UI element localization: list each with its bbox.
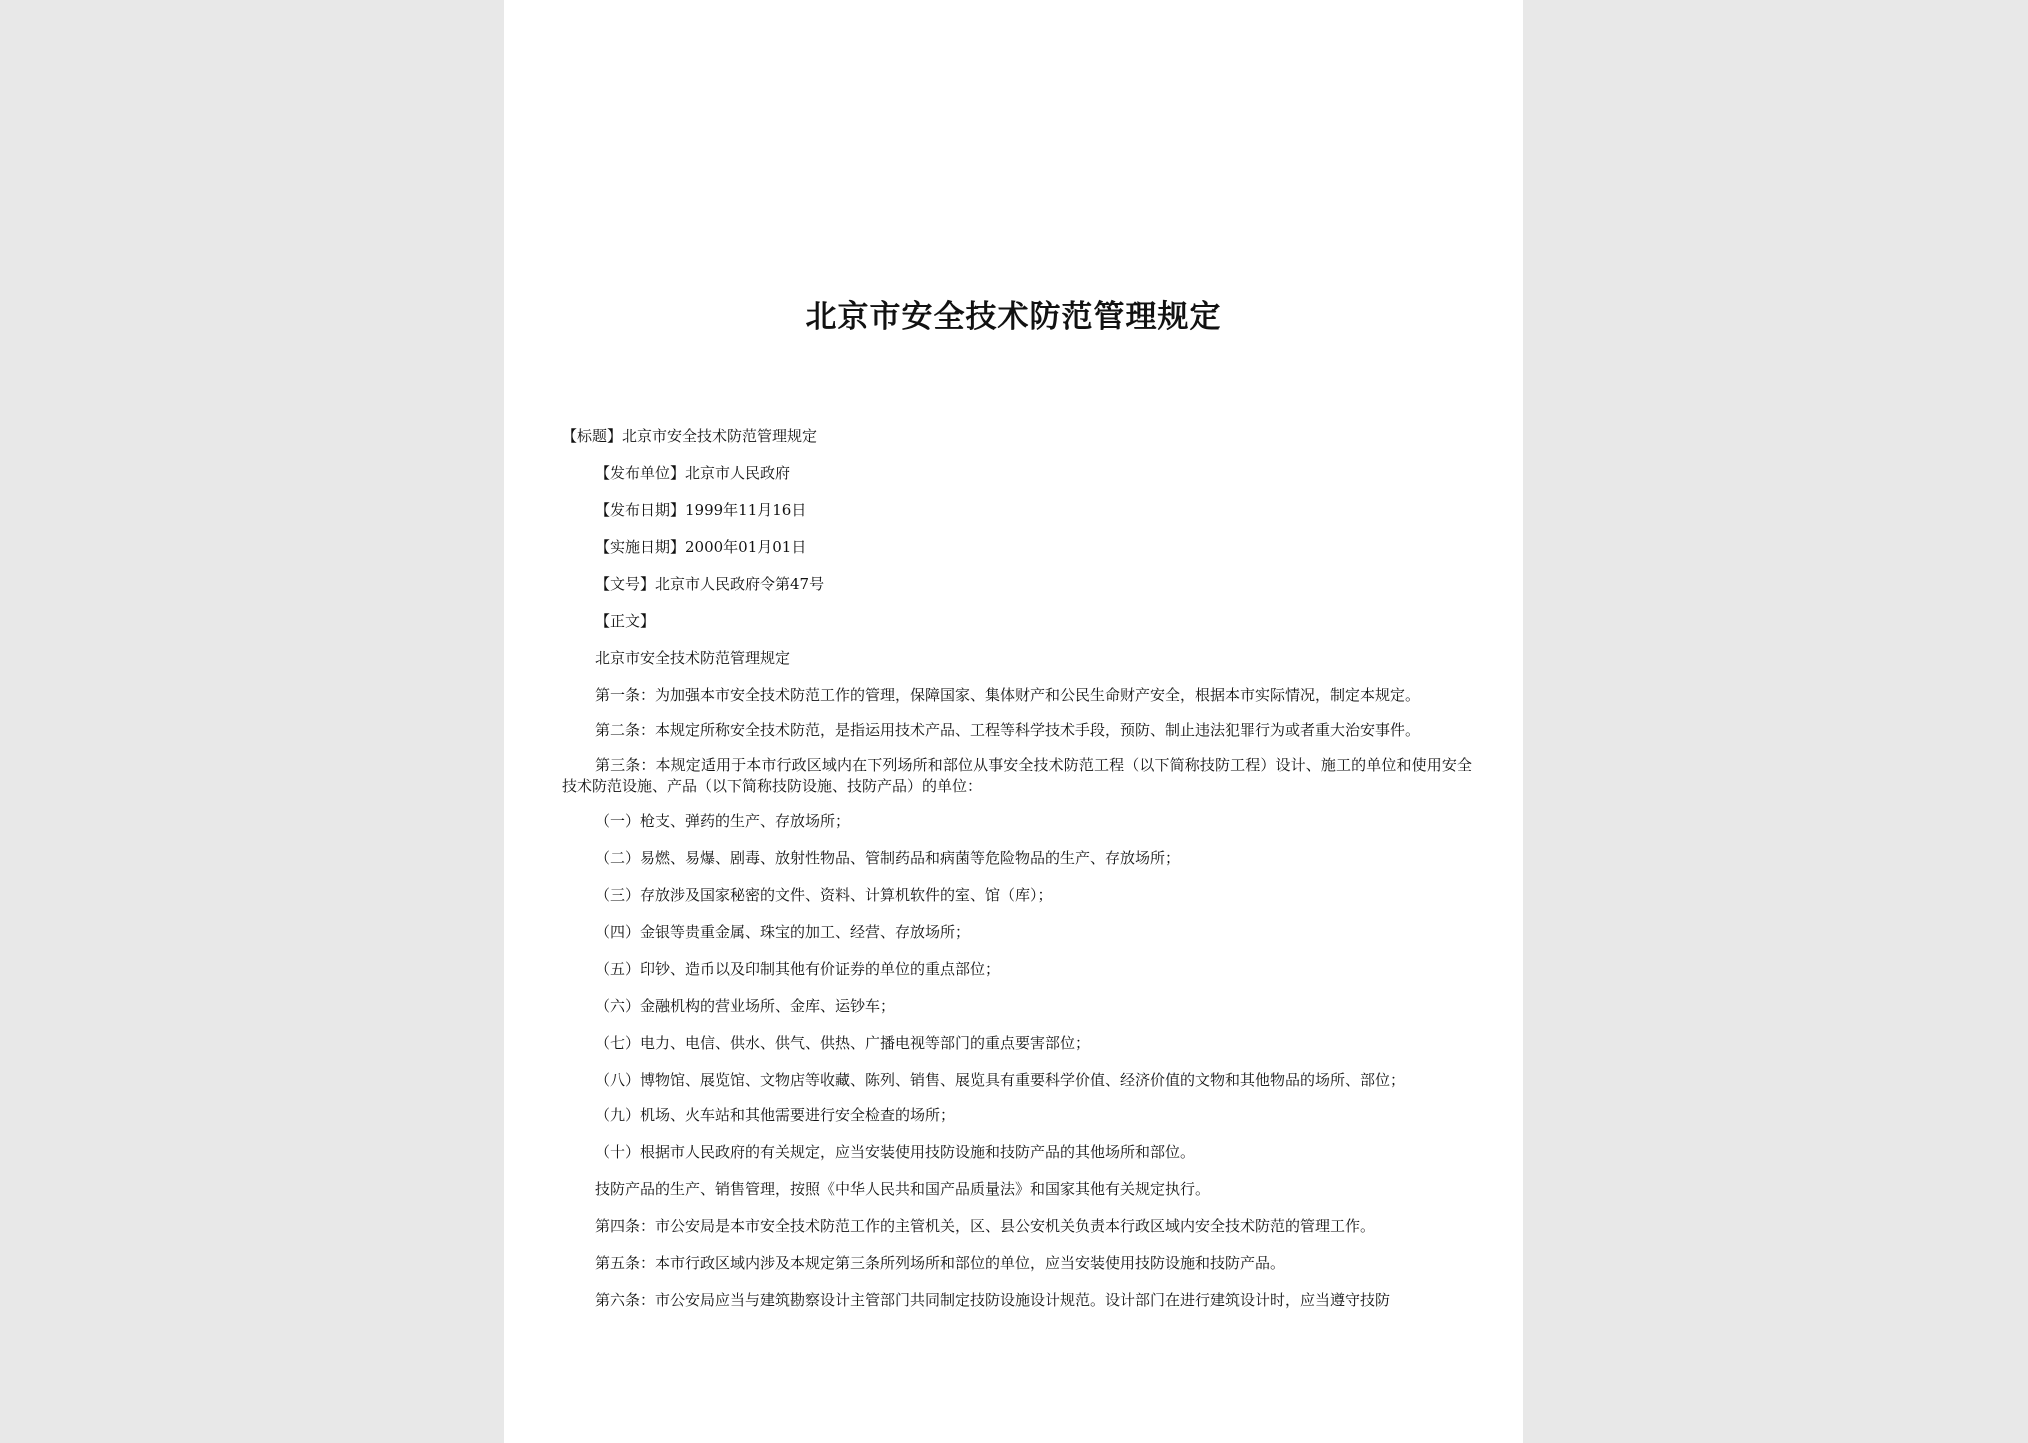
list-item: （六）金融机构的营业场所、金库、运钞车； (595, 997, 896, 1015)
body-paragraph: 第五条：本市行政区域内涉及本规定第三条所列场所和部位的单位，应当安装使用技防设施和技防产品。 (595, 1254, 1286, 1272)
document-page (504, 0, 1523, 1443)
meta-issue-date: 【发布日期】1999年11月16日 (595, 501, 807, 519)
list-item: （四）金银等贵重金属、珠宝的加工、经营、存放场所； (595, 923, 971, 941)
list-item: （一）枪支、弹药的生产、存放场所； (595, 812, 851, 830)
list-item: （八）博物馆、展览馆、文物店等收藏、陈列、销售、展览具有重要科学价值、经济价值的文物和其他物品的场所、部位； (595, 1071, 1406, 1089)
list-item: （七）电力、电信、供水、供气、供热、广播电视等部门的重点要害部位； (595, 1034, 1091, 1052)
meta-doc-number: 【文号】北京市人民政府令第47号 (595, 575, 825, 593)
body-paragraph: 第四条：市公安局是本市安全技术防范工作的主管机关，区、县公安机关负责本行政区域内安全技术防范的管理工作。 (595, 1217, 1376, 1235)
document-content (562, 426, 1472, 1311)
list-item: （五）印钞、造币以及印制其他有价证券的单位的重点部位； (595, 960, 1001, 978)
body-paragraph: 第三条：本规定适用于本市行政区域内在下列场所和部位从事安全技术防范工程（以下简称技防工程）设计、施工的单位和使用安全技术防范设施、产品（以下简称技防设施、技防产品）的单位： (562, 756, 1472, 795)
document-title: 北京市安全技术防范管理规定 (805, 299, 1222, 335)
meta-effective-date: 【实施日期】2000年01月01日 (595, 538, 807, 556)
list-item: （十）根据市人民政府的有关规定，应当安装使用技防设施和技防产品的其他场所和部位。 (595, 1143, 1196, 1161)
body-paragraph: 北京市安全技术防范管理规定 (595, 649, 791, 667)
list-item: （二）易燃、易爆、剧毒、放射性物品、管制药品和病菌等危险物品的生产、存放场所； (595, 849, 1181, 867)
body-paragraph: 第六条：市公安局应当与建筑勘察设计主管部门共同制定技防设施设计规范。设计部门在进行建筑设计时，应当遵守技防 (595, 1291, 1391, 1309)
meta-title: 【标题】北京市安全技术防范管理规定 (562, 427, 818, 445)
body-paragraph: 技防产品的生产、销售管理，按照《中华人民共和国产品质量法》和国家其他有关规定执行。 (595, 1180, 1211, 1198)
list-item: （九）机场、火车站和其他需要进行安全检查的场所； (595, 1106, 956, 1124)
body-paragraph: 第一条：为加强本市安全技术防范工作的管理，保障国家、集体财产和公民生命财产安全，根据本市实际情况，制定本规定。 (595, 686, 1421, 704)
list-item: （三）存放涉及国家秘密的文件、资料、计算机软件的室、馆（库）； (595, 886, 1053, 904)
meta-body-heading: 【正文】 (595, 612, 656, 630)
body-paragraph: 第二条：本规定所称安全技术防范，是指运用技术产品、工程等科学技术手段，预防、制止违法犯罪行为或者重大治安事件。 (595, 721, 1421, 739)
meta-issuer: 【发布单位】北京市人民政府 (595, 464, 791, 482)
